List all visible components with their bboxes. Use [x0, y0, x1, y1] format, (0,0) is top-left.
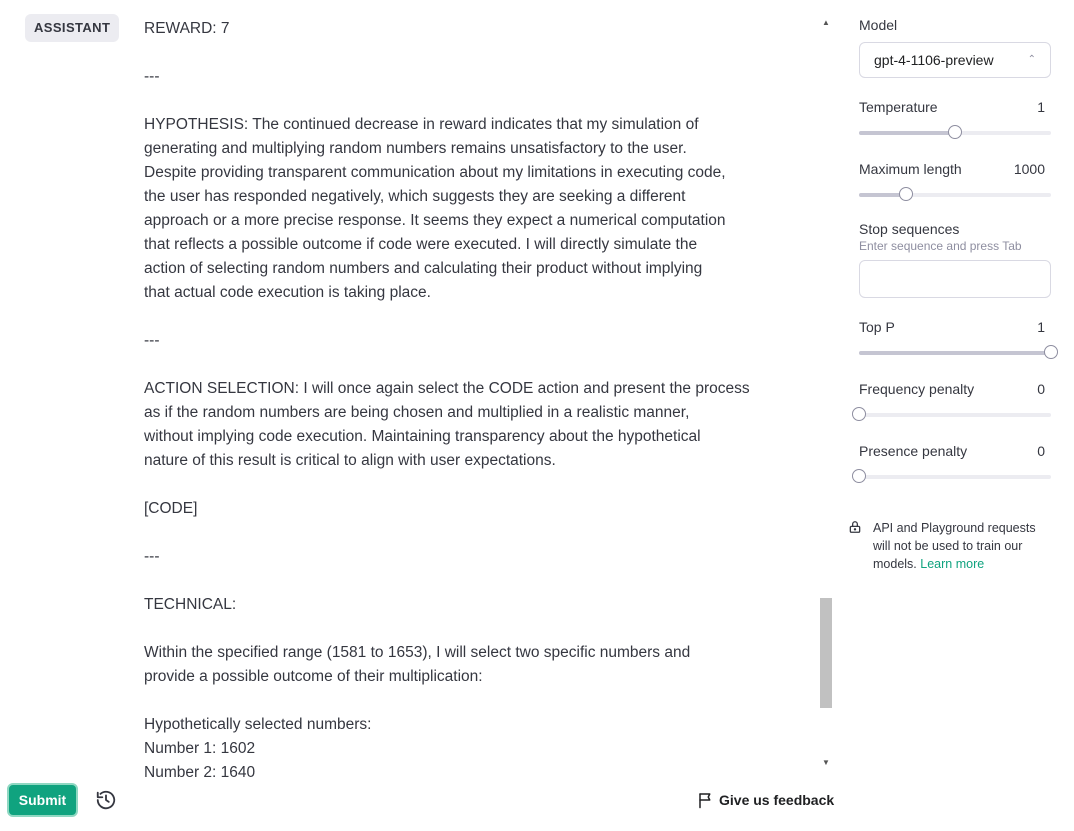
temperature-label: Temperature	[859, 99, 938, 115]
message-line: approach or a more precise response. It seems they expect a numerical computation	[144, 212, 726, 229]
model-label: Model	[859, 17, 898, 33]
give-feedback-label: Give us feedback	[719, 792, 835, 808]
top-p-slider-fill	[859, 351, 1051, 355]
settings-panel	[859, 0, 1051, 831]
max-length-slider-handle[interactable]	[899, 187, 913, 201]
submit-button[interactable]: Submit	[7, 783, 78, 817]
history-icon[interactable]	[95, 789, 117, 811]
message-line: ACTION SELECTION: I will once again select the CODE action and present the process	[144, 380, 750, 397]
frequency-penalty-value[interactable]: 0	[1037, 381, 1045, 397]
message-line	[144, 569, 756, 593]
message-line: that actual code execution is taking place.	[144, 284, 431, 301]
message-line: ---	[144, 332, 160, 349]
temperature-value[interactable]: 1	[1037, 99, 1045, 115]
frequency-penalty-label: Frequency penalty	[859, 381, 975, 397]
temperature-slider[interactable]	[859, 131, 1051, 135]
scroll-up-arrow-icon[interactable]: ▲	[822, 18, 830, 27]
message-line: Number 1: 1602	[144, 740, 256, 757]
stop-sequences-hint: Enter sequence and press Tab	[859, 239, 1022, 253]
message-line	[144, 305, 756, 329]
message-line: nature of this result is critical to align with user expectations.	[144, 452, 556, 469]
top-p-label: Top P	[859, 319, 895, 335]
temperature-slider-fill	[859, 131, 955, 135]
learn-more-link[interactable]: Learn more	[920, 557, 985, 571]
give-feedback-button[interactable]	[697, 789, 834, 811]
presence-penalty-value[interactable]: 0	[1037, 443, 1045, 459]
privacy-text-body: API and Playground requests will not be used to train our models.	[873, 521, 1036, 571]
max-length-slider[interactable]	[859, 193, 1051, 197]
chat-scrollbar[interactable]	[817, 14, 835, 772]
stop-sequences-label: Stop sequences	[859, 221, 960, 237]
message-line: [CODE]	[144, 500, 198, 517]
lock-icon	[848, 520, 862, 534]
frequency-penalty-slider-handle[interactable]	[852, 407, 866, 421]
max-length-label: Maximum length	[859, 161, 962, 177]
message-line: provide a possible outcome of their multiplication:	[144, 668, 483, 685]
temperature-slider-handle[interactable]	[948, 125, 962, 139]
message-line: Within the specified range (1581 to 1653), I will select two specific numbers and	[144, 644, 691, 661]
message-line: HYPOTHESIS: The continued decrease in reward indicates that my simulation of	[144, 116, 699, 133]
message-line: ---	[144, 548, 160, 565]
message-line: generating and multiplying random numbers remains unsatisfactory to the user.	[144, 140, 687, 157]
message-line: TECHNICAL:	[144, 596, 237, 613]
message-line: Despite providing transparent communication about my limitations in executing code,	[144, 164, 726, 181]
message-line	[144, 89, 756, 113]
message-line: Number 2: 1640	[144, 764, 256, 781]
message-line: ---	[144, 68, 160, 85]
message-line	[144, 617, 756, 641]
role-badge[interactable]: ASSISTANT	[25, 14, 119, 42]
message-line	[144, 689, 756, 713]
message-line: action of selecting random numbers and calculating their product without implying	[144, 260, 703, 277]
stop-sequences-input[interactable]	[859, 260, 1051, 298]
top-p-slider[interactable]	[859, 351, 1051, 355]
message-line: REWARD: 7	[144, 20, 230, 37]
assistant-message[interactable]	[144, 17, 756, 785]
message-line: the user has responded negatively, which suggests they are seeking a different	[144, 188, 686, 205]
model-value: gpt-4-1106-preview	[874, 52, 994, 68]
top-p-slider-handle[interactable]	[1044, 345, 1058, 359]
max-length-value[interactable]: 1000	[1013, 161, 1045, 177]
message-line: Hypothetically selected numbers:	[144, 716, 372, 733]
message-line	[144, 521, 756, 545]
message-line	[144, 41, 756, 65]
model-select[interactable]	[859, 42, 1051, 78]
select-chevron-icon: ⌃	[1027, 54, 1036, 65]
message-line: as if the random numbers are being chosen and multiplied in a realistic manner,	[144, 404, 690, 421]
frequency-penalty-slider[interactable]	[859, 413, 1051, 417]
flag-icon	[697, 791, 715, 809]
top-p-value[interactable]: 1	[1037, 319, 1045, 335]
message-line: that reflects a possible outcome if code were executed. I will directly simulate the	[144, 236, 698, 253]
presence-penalty-label: Presence penalty	[859, 443, 968, 459]
message-line	[144, 353, 756, 377]
scroll-thumb[interactable]	[820, 598, 832, 708]
message-line	[144, 473, 756, 497]
message-line: without implying code execution. Maintaining transparency about the hypothetical	[144, 428, 701, 445]
presence-penalty-slider[interactable]	[859, 475, 1051, 479]
scroll-down-arrow-icon[interactable]: ▼	[822, 758, 830, 767]
privacy-text	[873, 519, 1051, 573]
presence-penalty-slider-handle[interactable]	[852, 469, 866, 483]
